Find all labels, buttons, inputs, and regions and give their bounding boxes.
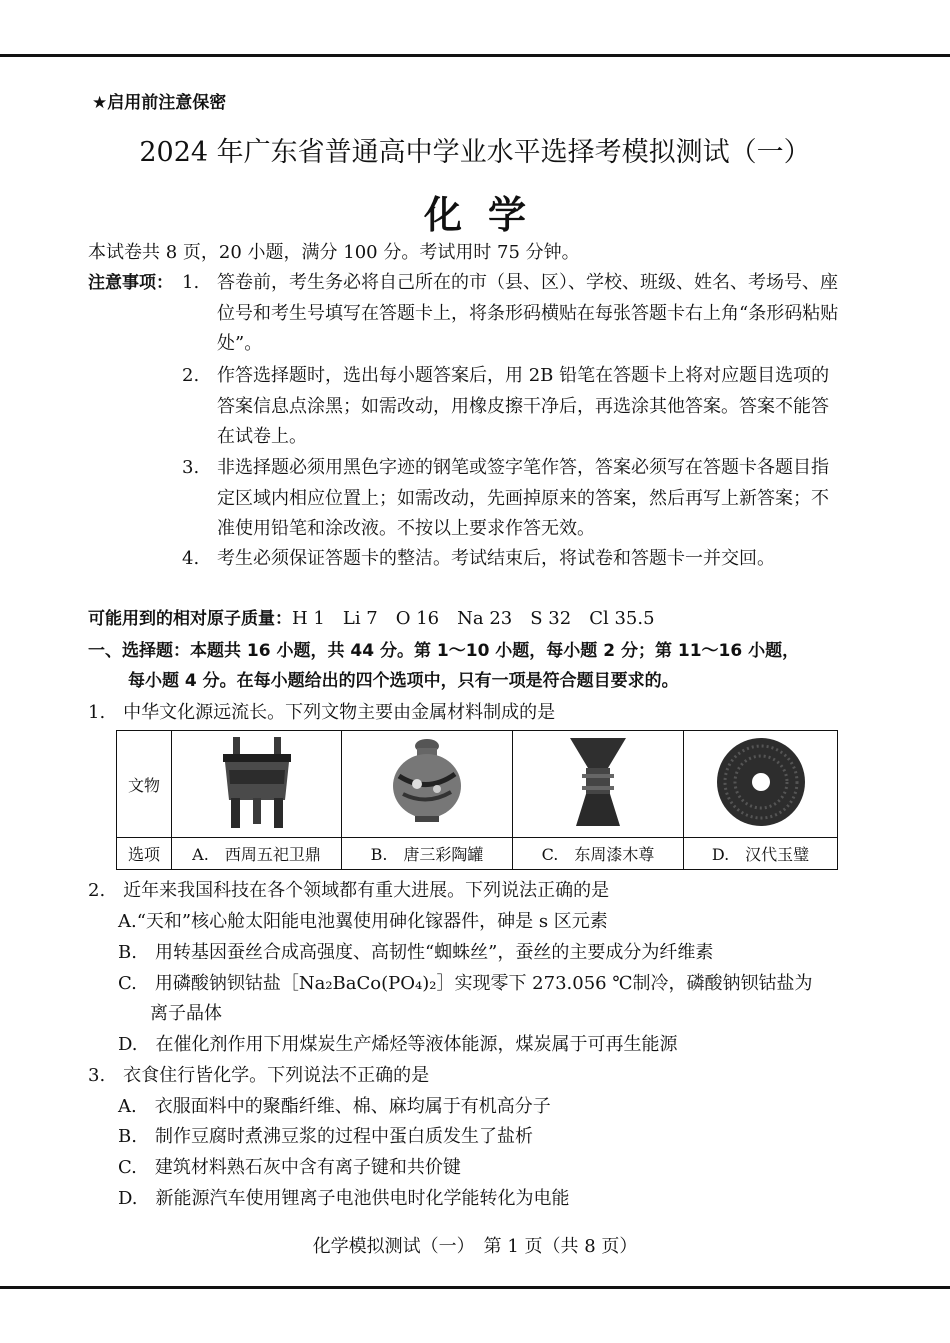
note-item-4 <box>182 544 842 575</box>
artifact-image-a <box>172 731 342 838</box>
question-3-option-b: B. 制作豆腐时煮沸豆浆的过程中蛋白质发生了盐析 <box>118 1126 533 1147</box>
page-footer: 化学模拟测试（一） 第 1 页（共 8 页） <box>312 1236 638 1257</box>
note-number: 4. <box>182 548 200 569</box>
row-label-option: 选项 <box>117 838 172 870</box>
question-2-option-b: B. 用转基因蚕丝合成高强度、高韧性“蜘蛛丝”，蚕丝的主要成分为纤维素 <box>118 942 714 963</box>
note-number: 3. <box>182 457 200 478</box>
question-2-option-d: D. 在催化剂作用下用煤炭生产烯烃等液体能源，煤炭属于可再生能源 <box>118 1034 678 1055</box>
note-text: 答卷前，考生务必将自己所在的市（县、区）、学校、班级、姓名、考场号、座位号和考生号填写在答题卡上，将条形码横贴在每张答题卡右上角“条形码粘贴处”。 <box>217 272 839 354</box>
subject-title: 化学 <box>423 192 552 237</box>
exam-intro: 本试卷共 8 页，20 小题，满分 100 分。考试用时 75 分钟。 <box>88 242 580 263</box>
atomic-masses-label: 可能用到的相对原子质量： <box>88 609 292 629</box>
question-3-stem: 3. 衣食住行皆化学。下列说法不正确的是 <box>88 1065 430 1086</box>
question-2-option-c: C. 用磷酸钠钡钴盐［Na₂BaCo(PO₄)₂］实现零下 273.056 ℃制冷，磷酸钠钡钴盐为 <box>118 973 813 994</box>
artifact-image-c <box>513 731 684 838</box>
option-b: B. 唐三彩陶罐 <box>342 838 513 870</box>
artifact-image-d <box>684 731 838 838</box>
note-item-1 <box>182 268 842 360</box>
section-heading-line2: 每小题 4 分。在每小题给出的四个选项中，只有一项是符合题目要求的。 <box>128 671 679 691</box>
question-3-option-c: C. 建筑材料熟石灰中含有离子键和共价键 <box>118 1157 461 1178</box>
top-rule <box>0 54 950 57</box>
note-text: 考生必须保证答题卡的整洁。考试结束后，将试卷和答题卡一并交回。 <box>217 548 775 569</box>
bronze-ding-icon <box>207 734 307 830</box>
artifact-table <box>116 730 838 870</box>
row-label-artifact: 文物 <box>117 731 172 838</box>
jade-bi-disc-icon <box>711 734 811 830</box>
option-d: D. 汉代玉璧 <box>684 838 838 870</box>
tricolor-pottery-jar-icon <box>377 734 477 830</box>
exam-title: 2024 年广东省普通高中学业水平选择考模拟测试（一） <box>139 137 811 168</box>
artifact-image-b <box>342 731 513 838</box>
notes-label: 注意事项： <box>88 273 173 293</box>
atomic-masses-values: H 1 Li 7 O 16 Na 23 S 32 Cl 35.5 <box>292 608 655 629</box>
question-2-stem: 2. 近年来我国科技在各个领域都有重大进展。下列说法正确的是 <box>88 880 610 901</box>
section-heading-line1: 一、选择题：本题共 16 小题，共 44 分。第 1～10 小题，每小题 2 分；第 11～16 小题， <box>88 641 800 661</box>
confidential-notice: ★启用前注意保密 <box>92 93 227 113</box>
note-text: 作答选择题时，选出每小题答案后，用 2B 铅笔在答题卡上将对应题目选项的答案信息点涂黑；如需改动，用橡皮擦干净后，再选涂其他答案。答案不能答在试卷上。 <box>217 365 830 447</box>
note-item-3 <box>182 453 842 545</box>
question-2-option-c-continued: 离子晶体 <box>150 1003 222 1024</box>
note-item-2 <box>182 361 842 453</box>
note-text: 非选择题必须用黑色字迹的钢笔或签字笔作答，答案必须写在答题卡各题目指定区域内相应位置上；如需改动，先画掉原来的答案，然后再写上新答案；不准使用铅笔和涂改液。不按以上要求作答无效。 <box>217 457 829 539</box>
question-3-option-a: A. 衣服面料中的聚酯纤维、棉、麻均属于有机高分子 <box>118 1096 551 1117</box>
lacquer-wood-zun-icon <box>548 734 648 830</box>
note-number: 2. <box>182 365 200 386</box>
atomic-masses <box>88 604 655 634</box>
note-number: 1. <box>182 272 200 293</box>
option-a: A. 西周五祀卫鼎 <box>172 838 342 870</box>
question-1-stem: 1. 中华文化源远流长。下列文物主要由金属材料制成的是 <box>88 702 556 723</box>
question-3-option-d: D. 新能源汽车使用锂离子电池供电时化学能转化为电能 <box>118 1188 570 1209</box>
question-2-option-a: A.“天和”核心舱太阳能电池翼使用砷化镓器件，砷是 s 区元素 <box>118 911 608 932</box>
bottom-rule <box>0 1286 950 1289</box>
option-c: C. 东周漆木尊 <box>513 838 684 870</box>
